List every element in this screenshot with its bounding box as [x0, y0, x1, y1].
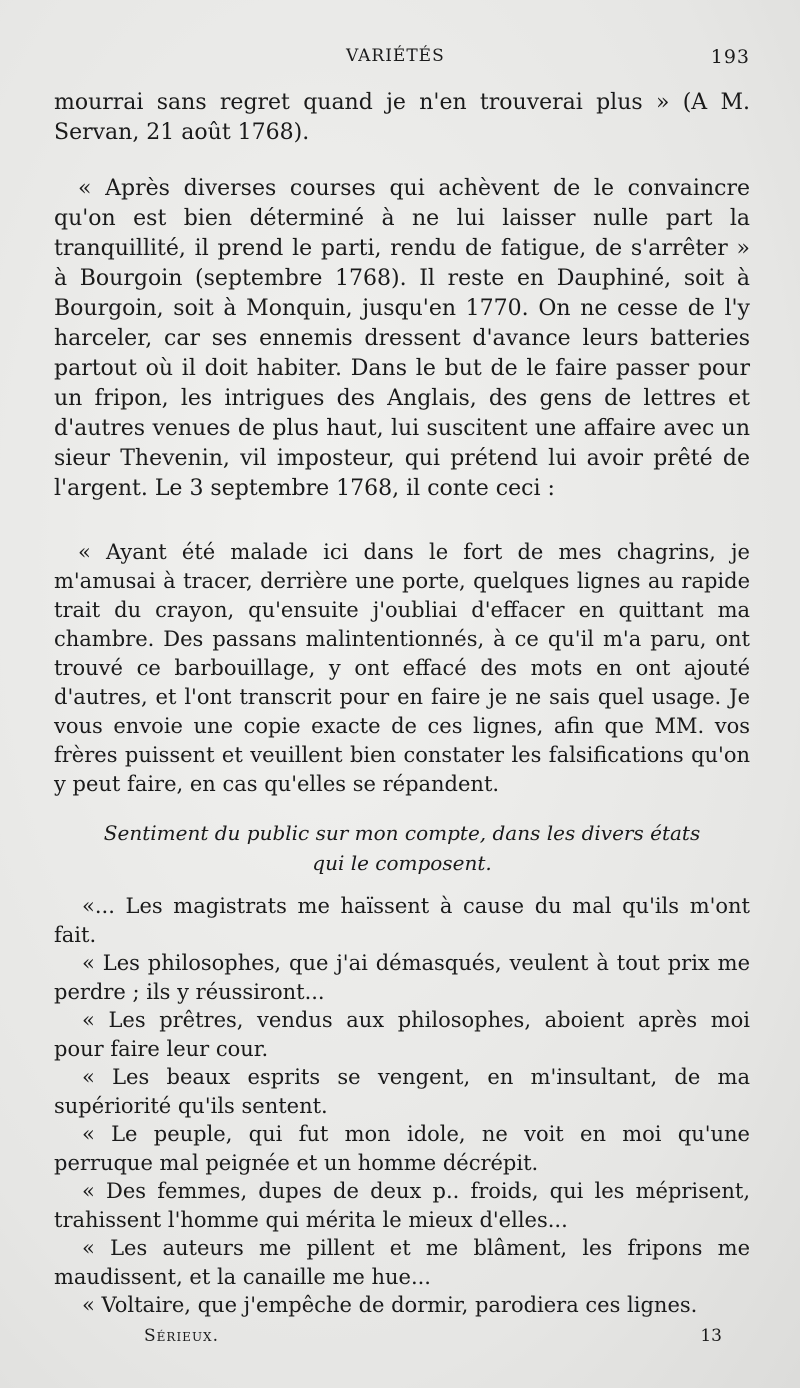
continuation-paragraph: mourrai sans regret quand je n'en trouverai plus » (A M. Servan, 21 août 1768).: [54, 90, 750, 145]
list-item: « Les auteurs me pillent et me blâment, les fripons me maudissent, et la canaille me hue...: [54, 1236, 750, 1289]
running-title: VARIÉTÉS: [346, 46, 445, 66]
sentiment-list: [54, 892, 750, 1320]
running-header: [56, 46, 750, 72]
list-item: « Les prêtres, vendus aux philosophes, aboient après moi pour faire leur cour.: [54, 1008, 750, 1061]
section-heading-line-2: qui le composent.: [312, 851, 492, 875]
list-item: «... Les magistrats me haïssent à cause du mal qu'ils m'ont fait.: [54, 894, 750, 947]
section-heading: [54, 818, 750, 878]
quote-paragraph: « Ayant été malade ici dans le fort de mes chagrins, je m'amusai à tracer, derrière une porte, quelques lignes au rapide trait du crayon, qu'ensuite j'oubliai d'effacer en quittant ma chambre. Des passans malintentionnés, à ce qu'il m'a paru, ont trouvé ce barbouillage, y ont effacé des mots en ont ajouté d'autres, et l'ont transcrit pour en faire je ne sais quel usage. Je vous envoie une copie exacte de ces lignes, afin que MM. vos frères puissent et veuillent bien constater les falsifications qu'on y peut faire, en cas qu'elles se répandent.: [54, 540, 750, 796]
sheet-number: 13: [700, 1326, 722, 1346]
list-item: « Les philosophes, que j'ai démasqués, veulent à tout prix me perdre ; ils y réussiront...: [54, 951, 750, 1004]
list-item: « Des femmes, dupes de deux p.. froids, qui les méprisent, trahissent l'homme qui mérita le mieux d'elles...: [54, 1179, 750, 1232]
signature-mark: Sérieux.: [144, 1326, 220, 1346]
section-heading-line-1: Sentiment du public sur mon compte, dans les divers états: [103, 821, 701, 845]
continuation-text: [54, 88, 750, 148]
letter-quote: [54, 538, 750, 799]
page-number: 193: [710, 46, 750, 68]
narrative-paragraph: « Après diverses courses qui achèvent de le convaincre qu'on est bien déterminé à ne lui laisser nulle part la tranquillité, il prend le parti, rendu de fatigue, de s'arrêter » à Bourgoin (septembre 1768). Il reste en Dauphiné, soit à Bourgoin, soit à Monquin, jusqu'en 1770. On ne cesse de l'y harceler, car ses ennemis dressent d'avance leurs batteries partout où il doit habiter. Dans le but de le faire passer pour un fripon, les intrigues des Anglais, des gens de lettres et d'autres venues de plus haut, lui suscitent une affaire avec un sieur Thevenin, vil imposteur, qui prétend lui avoir prêté de l'argent. Le 3 septembre 1768, il conte ceci :: [54, 176, 750, 501]
list-item: « Le peuple, qui fut mon idole, ne voit en moi qu'une perruque mal peignée et un homme décrépit.: [54, 1122, 750, 1175]
narrative-text: [54, 174, 750, 504]
list-item: « Les beaux esprits se vengent, en m'insultant, de ma supériorité qu'ils sentent.: [54, 1065, 750, 1118]
list-item: « Voltaire, que j'empêche de dormir, parodiera ces lignes.: [82, 1293, 698, 1317]
page-footer: [56, 1326, 722, 1350]
